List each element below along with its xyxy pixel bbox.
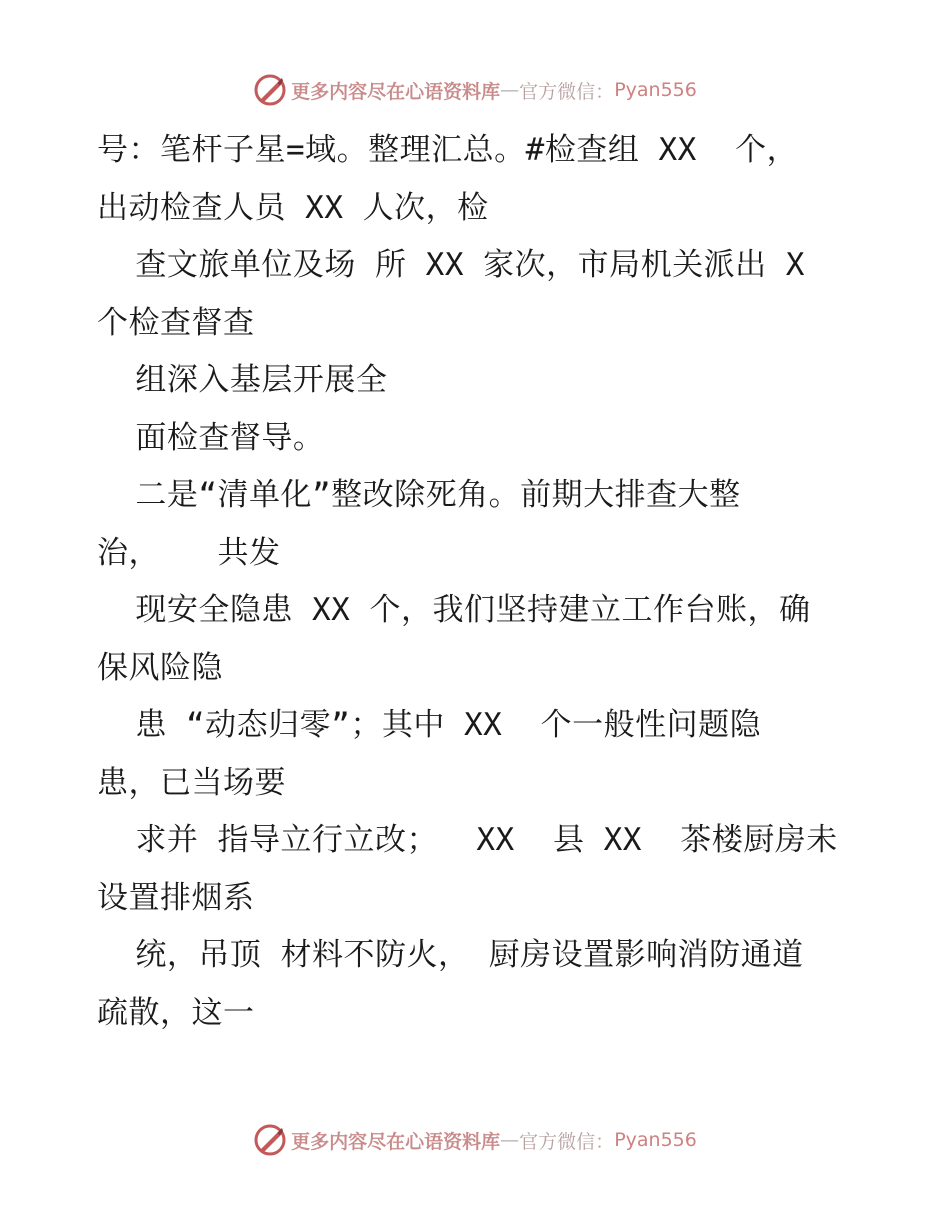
banner-separator: — [500, 1129, 520, 1151]
body-line: 求并 指导立行立改； XX 县 XX 茶楼厨房未 [97, 822, 838, 858]
body-line: 统，吊顶 材料不防火， 厨房设置影响消防通道 [97, 937, 804, 973]
body-line: 号：笔杆子星=域。整理汇总。#检查组 XX 个， [97, 132, 799, 168]
footer-banner [0, 1122, 950, 1158]
banner-brand-text: 更多内容尽在心语资料库 [291, 1130, 501, 1153]
body-line: 二是“清单化”整改除死角。前期大排查大整 [97, 477, 741, 513]
body-line: 治， 共发 [97, 534, 281, 571]
brush-logo-icon [253, 1123, 287, 1157]
document-body [97, 122, 867, 1042]
banner-brand-text: 更多内容尽在心语资料库 [291, 80, 501, 103]
banner-wechat-label: 官方微信： [519, 80, 615, 103]
body-line: 个检查督查 [97, 304, 255, 341]
body-line: 疏散，这一 [97, 994, 255, 1031]
banner-account-id: Pyan556 [614, 79, 697, 101]
body-line: 患 “动态归零”；其中 XX 个一般性问题隐 [97, 707, 762, 743]
body-line: 设置排烟系 [97, 879, 255, 916]
body-line: 面检查督导。 [97, 419, 325, 456]
body-line: 组深入基层开展全 [97, 362, 388, 398]
body-line: 患，已当场要 [97, 764, 286, 801]
brush-logo-icon [253, 73, 287, 107]
body-line: 现安全隐患 XX 个，我们坚持建立工作台账，确 [97, 592, 811, 628]
body-line: 查文旅单位及场 所 XX 家次，市局机关派出 X [97, 247, 805, 283]
header-banner [0, 72, 950, 108]
banner-wechat-label: 官方微信： [519, 1130, 615, 1153]
banner-account-id: Pyan556 [614, 1129, 697, 1151]
body-line: 出动检查人员 XX 人次，检 [97, 189, 489, 226]
banner-separator: — [500, 79, 520, 101]
body-line: 保风险隐 [97, 649, 223, 686]
